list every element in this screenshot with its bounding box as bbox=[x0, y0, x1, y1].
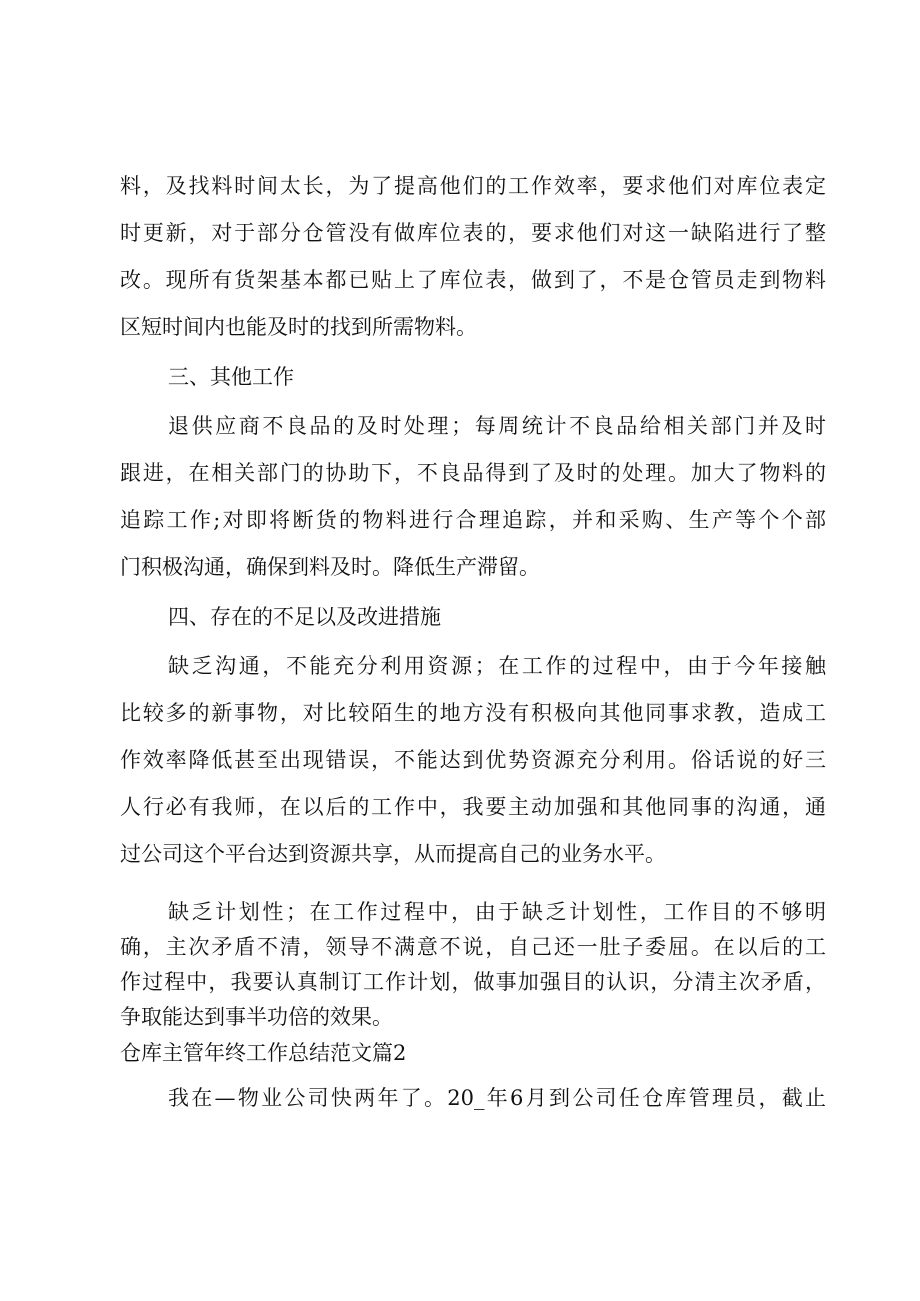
paragraph-line: 区短时间内也能及时的找到所需物料。 bbox=[120, 315, 477, 339]
paragraph-line: 作效率降低甚至出现错误，不能达到优势资源充分利用。俗话说的好三 bbox=[120, 748, 826, 772]
paragraph-line: 我在—物业公司快两年了。20_年6月到公司任仓库管理员，截止 bbox=[168, 1086, 826, 1110]
paragraph-line: 缺乏沟通，不能充分利用资源；在工作的过程中，由于今年接触 bbox=[168, 654, 826, 678]
paragraph-line: 比较多的新事物，对比较陌生的地方没有积极向其他同事求教，造成工 bbox=[120, 701, 826, 725]
section-heading: 三、其他工作 bbox=[168, 365, 294, 389]
paragraph-line: 追踪工作;对即将断货的物料进行合理追踪，并和采购、生产等个个部 bbox=[120, 508, 826, 532]
section-heading: 四、存在的不足以及改进措施 bbox=[168, 605, 441, 629]
paragraph-line: 门积极沟通，确保到料及时。降低生产滞留。 bbox=[120, 555, 540, 579]
paragraph-line: 缺乏计划性；在工作过程中，由于缺乏计划性，工作目的不够明 bbox=[168, 900, 826, 924]
document-title: 仓库主管年终工作总结范文篇2 bbox=[120, 1041, 407, 1065]
paragraph-line: 确，主次矛盾不清，领导不满意不说，自己还一肚子委屈。在以后的工 bbox=[120, 935, 826, 959]
paragraph-line: 料，及找料时间太长，为了提高他们的工作效率，要求他们对库位表定 bbox=[120, 174, 826, 198]
paragraph-line: 争取能达到事半功倍的效果。 bbox=[120, 1005, 393, 1029]
paragraph-line: 人行必有我师，在以后的工作中，我要主动加强和其他同事的沟通，通 bbox=[120, 795, 826, 819]
paragraph-line: 时更新，对于部分仓管没有做库位表的，要求他们对这一缺陷进行了整 bbox=[120, 221, 826, 245]
paragraph-line: 跟进，在相关部门的协助下，不良品得到了及时的处理。加大了物料的 bbox=[120, 461, 826, 485]
paragraph-line: 过公司这个平台达到资源共享，从而提高自己的业务水平。 bbox=[120, 842, 666, 866]
paragraph-line: 改。现所有货架基本都已贴上了库位表，做到了，不是仓管员走到物料 bbox=[120, 268, 826, 292]
paragraph-line: 作过程中，我要认真制订工作计划，做事加强目的认识，分清主次矛盾， bbox=[120, 970, 826, 994]
paragraph-line: 退供应商不良品的及时处理；每周统计不良品给相关部门并及时 bbox=[168, 414, 826, 438]
